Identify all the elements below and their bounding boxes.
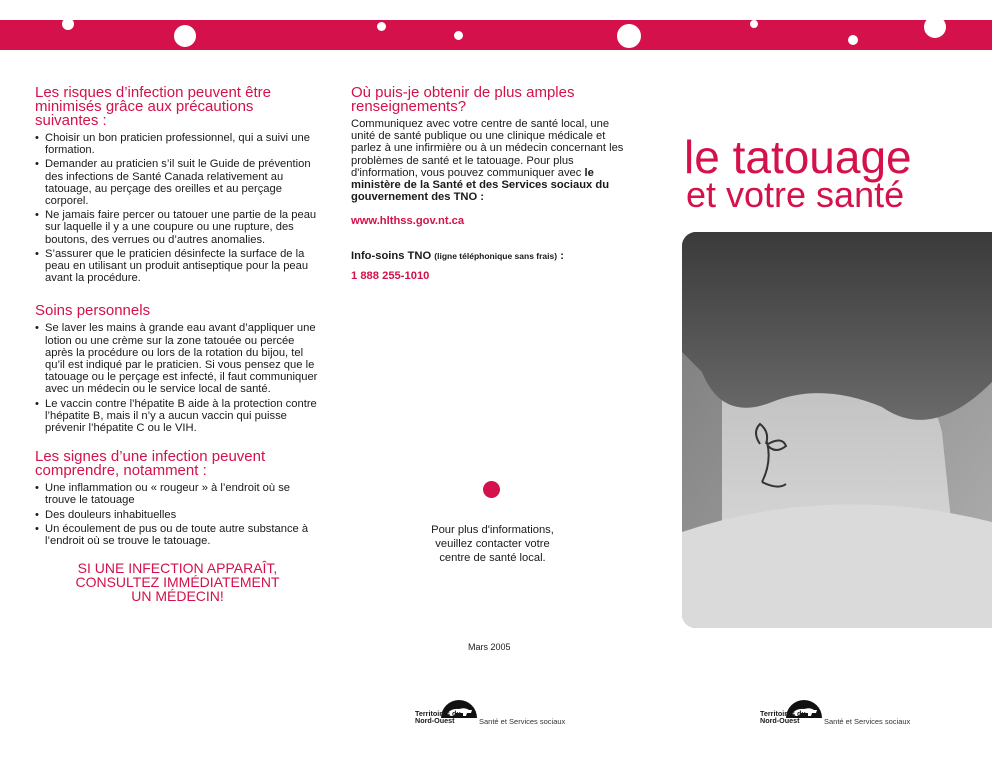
care-section (35, 304, 320, 434)
cover-photo (682, 232, 992, 628)
logo-words (415, 688, 479, 726)
care-list (35, 322, 320, 434)
list-item: • Ne jamais faire percer ou tatouer une partie de la peau sur laquelle il y a une coupure ou une rupture, des boutons, des verrues ou d’autres anomalies. (35, 209, 320, 246)
website-link[interactable]: www.hlthss.gov.nt.ca (351, 215, 465, 228)
top-banner (0, 20, 992, 50)
list-item: • Demander au praticien s’il suit le Guide de prévention des infections de Santé Canada relativement au tatouage, au perçage des oreilles et au perçage corporel. (35, 158, 320, 207)
logo-dept: Santé et Services sociaux (824, 717, 911, 726)
warning-line: CONSULTEZ IMMÉDIATEMENT (75, 574, 280, 591)
contact-line: centre de santé local. (439, 552, 546, 564)
list-item: • Se laver les mains à grande eau avant d’appliquer une lotion ou une crème sur la zone tatouée ou percée après la procédure ou lors de la rotation du bijou, tel qu’il est indiqué par le praticien. Si vous pensez que le tatouage ou le perçage est infecté, il faut communiquer avec un médecin ou le service local de santé. (35, 322, 320, 395)
info-soins-note: (ligne téléphonique sans frais) (434, 250, 558, 261)
cover-title (684, 131, 984, 215)
banner-dot (62, 18, 74, 30)
info-heading: Où puis-je obtenir de plus amples renseignements? (351, 84, 575, 115)
info-body (351, 118, 636, 203)
banner-dot (848, 35, 858, 45)
banner-dot (174, 25, 196, 47)
gnwt-logo (760, 688, 910, 726)
banner-dot (750, 20, 758, 28)
list-item: • Une inflammation ou « rougeur » à l’endroit où se trouve le tatouage (35, 482, 320, 506)
list-item: • Un écoulement de pus ou de toute autre substance à l’endroit où se trouve le tatouage. (35, 523, 320, 547)
contact-line: veuillez contacter votre (435, 538, 550, 550)
list-item: • Le vaccin contre l’hépatite B aide à la protection contre l’hépatite B, mais il n’y a aucun vaccin qui puisse prévenir l’hépatite C ou le VIH. (35, 398, 320, 435)
neck-tattoo-photo (682, 232, 992, 628)
list-item: • S’assurer que le praticien désinfecte la surface de la peau en utilisant un produit antiseptique pour la peau avant la procédure. (35, 248, 320, 285)
banner-dot (454, 31, 463, 40)
warning-message (35, 561, 320, 603)
signs-list (35, 482, 320, 547)
gnwt-logo (415, 688, 565, 726)
risks-list (35, 132, 320, 284)
logo-line: Territoires du (760, 709, 806, 718)
banner-dot (377, 22, 386, 31)
info-soins-label: Info-soins TNO (351, 249, 432, 262)
publication-date: Mars 2005 (468, 642, 511, 652)
warning-line: UN MÉDECIN! (131, 588, 224, 605)
signs-heading: Les signes d’une infection peuvent comprendre, notamment : (35, 448, 266, 480)
logo-line: Nord-Ouest (760, 716, 800, 725)
info-line (351, 250, 636, 262)
logo-words (760, 688, 824, 726)
info-soins-colon: : (557, 249, 564, 262)
logo-line: Territoires du (415, 709, 461, 718)
left-column (35, 86, 320, 603)
list-item: • Choisir un bon praticien professionnel, qui a suivi une formation. (35, 132, 320, 156)
warning-line: SI UNE INFECTION APPARAÎT, (77, 560, 278, 577)
info-body-intro: Communiquez avec votre centre de santé local, une unité de santé publique ou une clinique médicale et parlez à une infirmière ou à un médecin concernant les problèmes de santé et le tatouage. Pour plus d'information, vous pouvez communiquer avec (351, 118, 624, 179)
contact-line: Pour plus d'informations, (431, 524, 554, 536)
banner-dot (617, 24, 641, 48)
risks-heading: Les risques d’infection peuvent être minimisés grâce aux précautions suivantes : (35, 84, 271, 129)
list-item: • Des douleurs inhabituelles (35, 509, 320, 521)
phone-number: 1 888 255-1010 (351, 269, 430, 282)
title-line: et votre santé (686, 174, 905, 215)
care-heading: Soins personnels (35, 302, 151, 320)
middle-column (351, 86, 636, 282)
logo-dept: Santé et Services sociaux (479, 717, 566, 726)
logo-line: Nord-Ouest (415, 716, 455, 725)
title-line: le tatouage (684, 131, 912, 183)
decorative-dot (483, 481, 500, 498)
risks-section (35, 86, 320, 284)
banner-dot (924, 16, 946, 38)
contact-note (410, 523, 575, 565)
signs-section (35, 450, 320, 547)
ministry-name: le ministère de la Santé et des Services sociaux du gouvernement des TNO : (351, 166, 610, 204)
